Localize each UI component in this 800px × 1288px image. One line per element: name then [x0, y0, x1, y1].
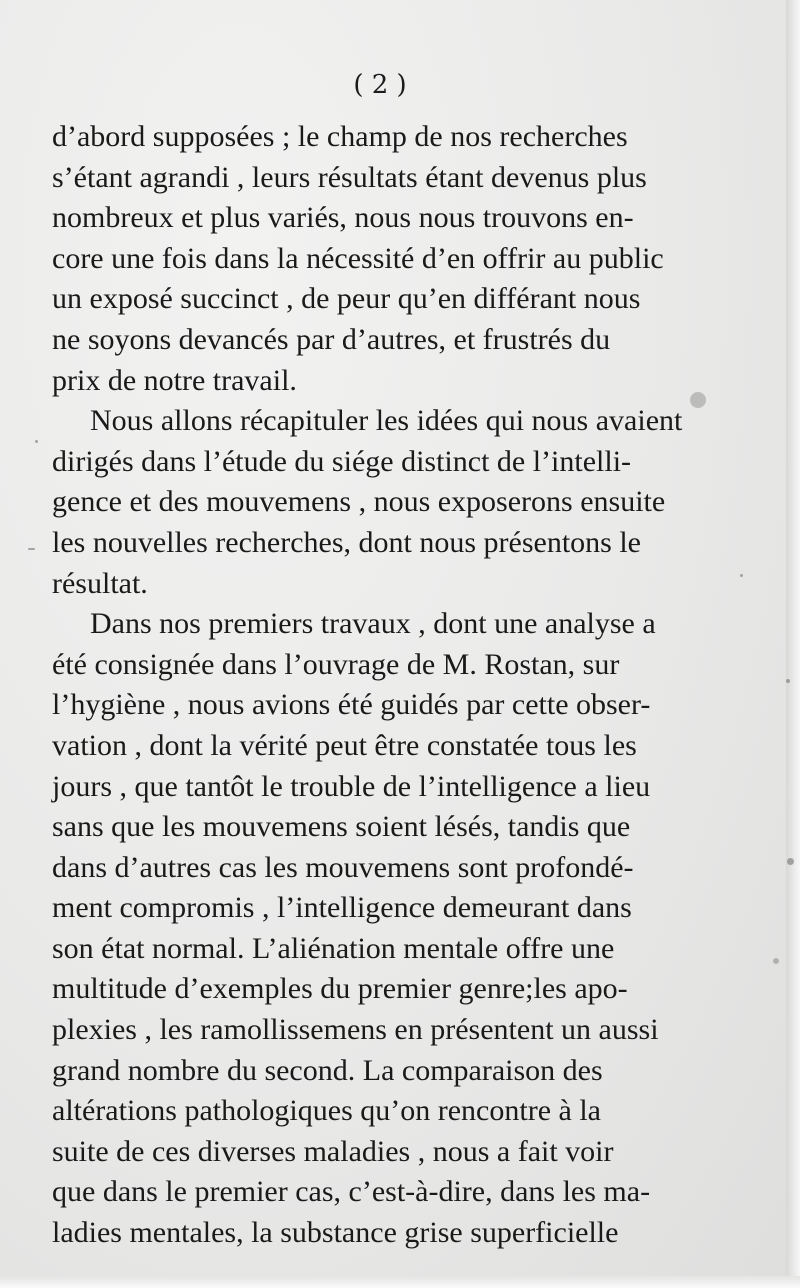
text-line: que dans le premier cas, c’est-à-dire, dans les ma- [52, 1175, 651, 1209]
ink-speck [740, 574, 743, 577]
text-line: ment compromis , l’intelligence demeurant dans [52, 891, 632, 925]
text-line: résultat. [52, 566, 148, 600]
ink-speck [787, 858, 794, 865]
text-line: s’étant agrandi , leurs résultats étant devenus plus [52, 160, 647, 194]
ink-speck [28, 548, 35, 550]
text-line: été consignée dans l’ouvrage de M. Rostan, sur [52, 647, 620, 681]
ink-speck [35, 440, 38, 443]
text-line: prix de notre travail. [52, 363, 297, 397]
text-line: dans d’autres cas les mouvemens sont profondé- [52, 850, 634, 884]
text-line: dirigés dans l’étude du siége distinct de l’intelli- [52, 444, 632, 478]
text-line: d’abord supposées ; le champ de nos recherches [52, 120, 628, 153]
page-edge-right [786, 0, 800, 1288]
text-line: son état normal. L’aliénation mentale offre une [52, 931, 615, 965]
text-line: Dans nos premiers travaux , dont une analyse a [90, 607, 656, 641]
paragraph-1 [52, 117, 708, 401]
text-line: nombreux et plus variés, nous nous trouvons en- [52, 201, 634, 235]
text-line: ladies mentales, la substance grise superficielle [52, 1216, 619, 1250]
text-line: altérations pathologiques qu’on rencontre à la [52, 1094, 601, 1128]
text-line: jours , que tantôt le trouble de l’intelligence a lieu [52, 769, 651, 803]
text-line: core une fois dans la nécessité d’en offrir au public [52, 241, 664, 275]
ink-speck [690, 392, 706, 408]
body-text [52, 117, 708, 1254]
text-line: l’hygiène , nous avions été guidés par cette obser- [52, 688, 651, 722]
text-line: grand nombre du second. La comparaison des [52, 1053, 603, 1087]
text-line: gence et des mouvemens , nous exposerons ensuite [52, 485, 666, 519]
page-number: ( 2 ) [353, 70, 407, 100]
text-line: les nouvelles recherches, dont nous présentons le [52, 525, 641, 559]
text-line: plexies , les ramollissemens en présentent un aussi [52, 1013, 659, 1047]
text-line: sans que les mouvemens soient lésés, tandis que [52, 810, 631, 844]
text-line: multitude d’exemples du premier genre;les apo- [52, 972, 628, 1006]
text-line: vation , dont la vérité peut être constatée tous les [52, 728, 637, 762]
page-edge-bottom [0, 1276, 800, 1288]
paragraph-3 [52, 604, 708, 1254]
text-line: Nous allons récapituler les idées qui nous avaient [90, 404, 683, 438]
ink-speck [786, 679, 790, 683]
text-line: suite de ces diverses maladies , nous a fait voir [52, 1134, 614, 1168]
ink-speck [773, 958, 779, 964]
paragraph-2 [52, 401, 708, 604]
text-line: ne soyons devancés par d’autres, et frustrés du [52, 322, 611, 356]
text-line: un exposé succinct , de peur qu’en différant nous [52, 282, 641, 316]
